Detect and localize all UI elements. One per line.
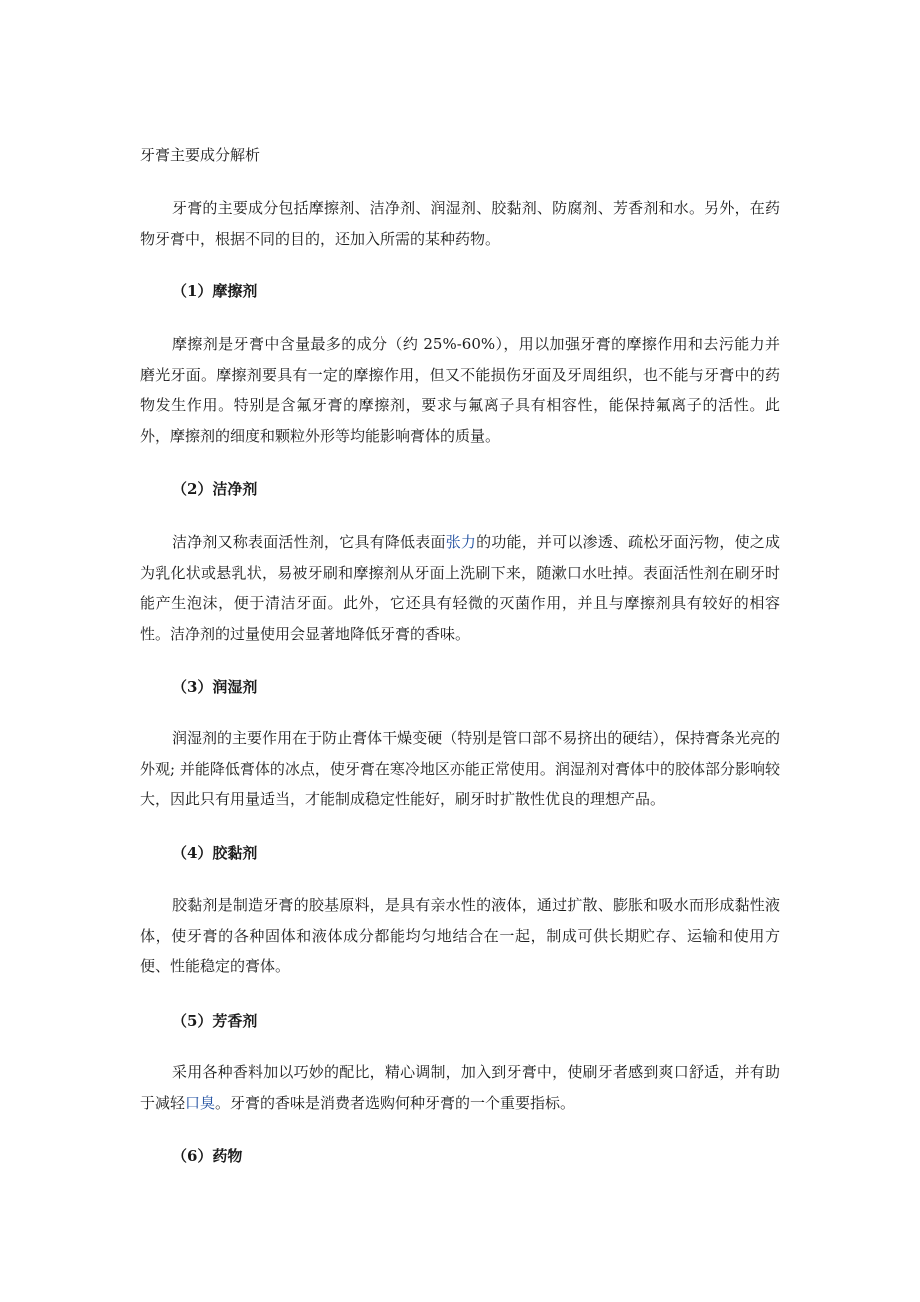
section-body-detergent (140, 527, 780, 650)
section-heading-humectant: （3）润湿剂 (172, 678, 258, 696)
section-heading-detergent: （2）洁净剂 (172, 480, 258, 498)
flavor-text-part2: 。牙膏的香味是消费者选购何种牙膏的一个重要指标。 (215, 1093, 576, 1112)
link-halitosis[interactable]: 口臭 (185, 1093, 216, 1112)
section-body-abrasive-block (140, 329, 780, 452)
section-body-flavor-block (140, 1057, 780, 1118)
document-title: 牙膏主要成分解析 (140, 146, 261, 164)
intro-paragraph: 牙膏的主要成分包括摩擦剂、洁净剂、润湿剂、胶黏剂、防腐剂、芳香剂和水。另外，在药物牙膏中，根据不同的目的，还加入所需的某种药物。 (140, 199, 780, 248)
intro-block (140, 193, 780, 254)
section-body-flavor (140, 1057, 780, 1118)
link-tension[interactable]: 张力 (445, 533, 477, 551)
section-body-detergent-block (140, 527, 780, 650)
section-body-binder: 胶黏剂是制造牙膏的胶基原料，是具有亲水性的液体，通过扩散、膨胀和吸水而形成黏性液体，使牙膏的各种固体和液体成分都能均匀地结合在一起，制成可供长期贮存、运输和使用方便、性能稳定的膏体。 (140, 896, 780, 976)
section-heading-binder: （4）胶黏剂 (172, 844, 258, 862)
section-body-binder-block (140, 890, 780, 982)
section-body-abrasive: 摩擦剂是牙膏中含量最多的成分（约 25%-60%），用以加强牙膏的摩擦作用和去污能力并磨光牙面。摩擦剂要具有一定的摩擦作用，但又不能损伤牙面及牙周组织，也不能与牙膏中的药物发生作用。特别是含氟牙膏的摩擦剂，要求与氟离子具有相容性，能保持氟离子的活性。此外，摩擦剂的细度和颗粒外形等均能影响膏体的质量。 (140, 335, 780, 446)
detergent-text-part2: 的功能，并可以渗透、疏松牙面污物，使之成为乳化状或悬乳状，易被牙刷和摩擦剂从牙面上洗刷下来，随漱口水吐掉。表面活性剂在刷牙时能产生泡沫，便于清洁牙面。此外，它还具有轻微的灭菌作用，并且与摩擦剂具有较好的相容性。洁净剂的过量使用会显著地降低牙膏的香味。 (140, 533, 780, 644)
flavor-text-part1: 采用各种香料加以巧妙的配比，精心调制，加入到牙膏中，使刷牙者感到爽口舒适，并有助于减轻 (140, 1063, 780, 1112)
section-heading-abrasive: （1）摩擦剂 (172, 282, 258, 300)
section-body-humectant: 润湿剂的主要作用在于防止膏体干燥变硬（特别是管口部不易挤出的硬结），保持膏条光亮的外观; 并能降低膏体的冰点，使牙膏在寒冷地区亦能正常使用。润湿剂对膏体中的胶体部分影响较大，因此只有用量适当，才能制成稳定性能好，刷牙时扩散性优良的理想产品。 (140, 729, 780, 809)
section-body-humectant-block (140, 723, 780, 815)
section-heading-flavor: （5）芳香剂 (172, 1012, 258, 1030)
section-heading-medicine: （6）药物 (172, 1147, 243, 1165)
detergent-text-part1: 洁净剂又称表面活性剂，它具有降低表面 (172, 533, 446, 551)
